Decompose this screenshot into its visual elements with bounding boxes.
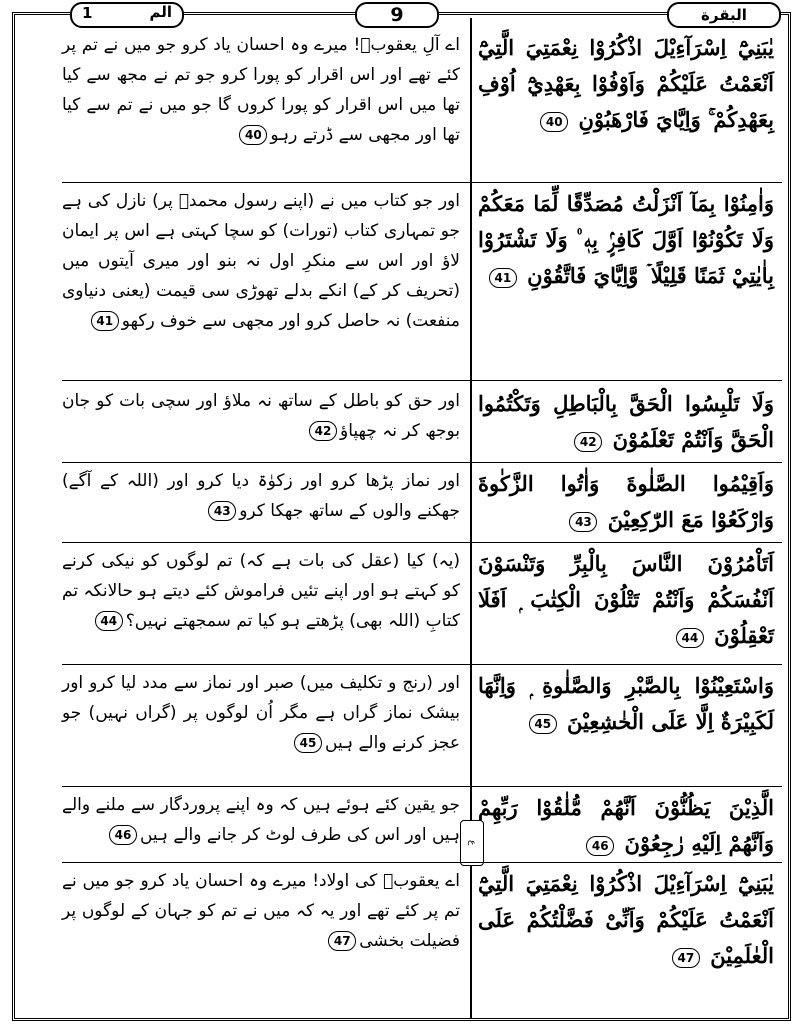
ayah-marker: 43 [569, 512, 597, 532]
ayah-marker: 45 [529, 714, 557, 734]
urdu-text: اور حق کو باطل کے ساتھ نہ ملاؤ اور سچی بات کو جان بوجھ کر نہ چھپاؤ [62, 391, 460, 441]
urdu-text: اور (رنج و تکلیف میں) صبر اور نماز سے مدد لیا کرو اور بیشک نماز گراں ہے مگر اُن لوگوں پر (گراں نہیں) جو عجز کرنے والے ہیں [62, 673, 460, 753]
urdu-text: جو یقین کئے ہوئے ہیں کہ وہ اپنے پروردگار سے ملنے والے ہیں اور اس کی طرف لوٹ کر جانے والے ہیں [62, 795, 460, 845]
urdu-translation-45 [62, 668, 460, 758]
urdu-translation-41 [62, 186, 460, 336]
urdu-translation-43 [62, 466, 460, 526]
juz-number: 1 [82, 4, 93, 22]
ayah-marker: 41 [489, 268, 517, 288]
row-separator [62, 182, 782, 183]
ayah-marker: 46 [109, 825, 137, 845]
row-separator [62, 786, 782, 787]
urdu-translation-42 [62, 386, 460, 446]
row-separator [62, 862, 782, 863]
row-separator [62, 664, 782, 665]
arabic-verse-44 [478, 546, 774, 654]
ayah-marker: 40 [239, 125, 267, 145]
arabic-verse-43 [478, 466, 774, 538]
arabic-text: وَاٰمِنُوْا بِمَآ اَنْزَلْتُ مُصَدِّقًا لِّمَا مَعَكُمْ وَلَا تَكُوْنُوْٓا اَوَّلَ كَافِرٍۢ بِهٖ ۠ وَلَا تَشْتَرُوْا بِاٰيٰتِيْ ثَمَنًا قَلِيْلًا ۡ وَّاِيَّايَ فَاتَّقُوْنِ [478, 191, 774, 288]
arabic-text: وَلَا تَلْبِسُوا الْحَقَّ بِالْبَاطِلِ وَتَكْتُمُوا الْحَقَّ وَاَنْتُمْ تَعْلَمُوْنَ [478, 391, 774, 452]
row-separator [62, 542, 782, 543]
ayah-marker: 42 [574, 432, 602, 452]
arabic-verse-46 [478, 790, 774, 862]
arabic-text: الَّذِيْنَ يَظُنُّوْنَ اَنَّهُمْ مُّلٰقُوْا رَبِّهِمْ وَاَنَّهُمْ اِلَيْهِ رٰجِعُوْنَ [478, 795, 774, 856]
row-separator [62, 462, 782, 463]
arabic-verse-41 [478, 186, 774, 294]
arabic-verse-47 [478, 866, 774, 974]
arabic-text: يٰبَنِيْٓ اِسْرَآءِيْلَ اذْكُرُوْا نِعْمَتِيَ الَّتِيْٓ اَنْعَمْتُ عَلَيْكُمْ وَاَوْفُوْا بِعَهْدِيْٓ اُوْفِ بِعَهْدِكُمْ ۚ وَاِيَّايَ فَارْهَبُوْنِ [478, 35, 774, 132]
urdu-translation-47 [62, 866, 460, 956]
arabic-text: يٰبَنِيْٓ اِسْرَآءِيْلَ اذْكُرُوْا نِعْمَتِيَ الَّتِيْٓ اَنْعَمْتُ عَلَيْكُمْ وَاَنِّىْ فَضَّلْتُكُمْ عَلَى الْعٰلَمِيْنَ [478, 871, 774, 968]
arabic-verse-42 [478, 386, 774, 458]
urdu-translation-44 [62, 546, 460, 636]
juz-name: الم [149, 3, 172, 21]
urdu-translation-40 [62, 30, 460, 150]
ayah-marker: 42 [309, 421, 337, 441]
page-number: 9 [355, 2, 439, 28]
arabic-verse-45 [478, 668, 774, 740]
urdu-translation-46 [62, 790, 460, 850]
arabic-verse-40 [478, 30, 774, 138]
ayah-marker: 44 [676, 628, 704, 648]
surah-name: البقرة [667, 2, 781, 28]
ruku-marker: ع [460, 820, 484, 866]
ayah-marker: 40 [540, 112, 568, 132]
urdu-text: اور جو کتاب میں نے (اپنے رسول محمدؐ پر) نازل کی ہے جو تمہاری کتاب (تورات) کو سچا کہتی ہے اس پر ایمان لاؤ اور اس سے منکرِ اول نہ بنو اور میری آیتوں میں (تحریف کر کے) انکے بدلے تھوڑی سی قیمت (یعنی دنیاوی منفعت) نہ حاصل کرو اور مجھی سے خوف رکھو [62, 191, 460, 331]
ayah-marker: 44 [95, 611, 123, 631]
ayah-marker: 45 [294, 733, 322, 753]
urdu-text: (یہ) کیا (عقل کی بات ہے کہ) تم لوگوں کو نیکی کرنے کو کہتے ہو اور اپنے تئیں فراموش کئے دیتے ہو حالانکہ تم کتابِ (اللہ بھی) پڑھتے ہو کیا تم سمجھتے نہیں؟ [62, 551, 460, 631]
arabic-text: وَاسْتَعِيْنُوْا بِالصَّبْرِ وَالصَّلٰوةِ ۭ وَاِنَّهَا لَكَبِيْرَةٌ اِلَّا عَلَى الْخٰشِعِيْنَ [478, 673, 774, 734]
ayah-marker: 41 [91, 311, 119, 331]
row-separator [62, 380, 782, 381]
urdu-text: اے یعقوبؑ کی اولاد! میرے وہ احسان یاد کرو جو میں نے تم پر کئے تھے اور یہ کہ میں نے تم کو جہان کے لوگوں پر فضیلت بخشی [62, 871, 460, 951]
header-left-tab [70, 2, 184, 28]
ayah-marker: 43 [208, 501, 236, 521]
column-divider [470, 18, 472, 1018]
arabic-text: وَاَقِيْمُوا الصَّلٰوةَ وَاٰتُوا الزَّكٰوةَ وَارْكَعُوْا مَعَ الرّٰكِعِيْنَ [478, 471, 774, 532]
arabic-text: اَتَاْمُرُوْنَ النَّاسَ بِالْبِرِّ وَتَنْسَوْنَ اَنْفُسَكُمْ وَاَنْتُمْ تَتْلُوْنَ الْكِتٰبَ ۭ اَفَلَا تَعْقِلُوْنَ [478, 551, 774, 648]
ayah-marker: 47 [672, 948, 700, 968]
ayah-marker: 47 [328, 931, 356, 951]
ayah-marker: 46 [586, 836, 614, 856]
urdu-text: اے آلِ یعقوبؑ! میرے وہ احسان یاد کرو جو میں نے تم پر کئے تھے اور اس اقرار کو پورا کرو جو تم نے مجھ سے کیا تھا میں اس اقرار کو پورا کروں گا جو میں نے تم سے کیا تھا اور مجھی سے ڈرتے رہو [62, 35, 460, 145]
urdu-text: اور نماز پڑھا کرو اور زکوٰۃ دیا کرو اور (اللہ کے آگے) جھکنے والوں کے ساتھ جھکا کرو [62, 471, 460, 521]
